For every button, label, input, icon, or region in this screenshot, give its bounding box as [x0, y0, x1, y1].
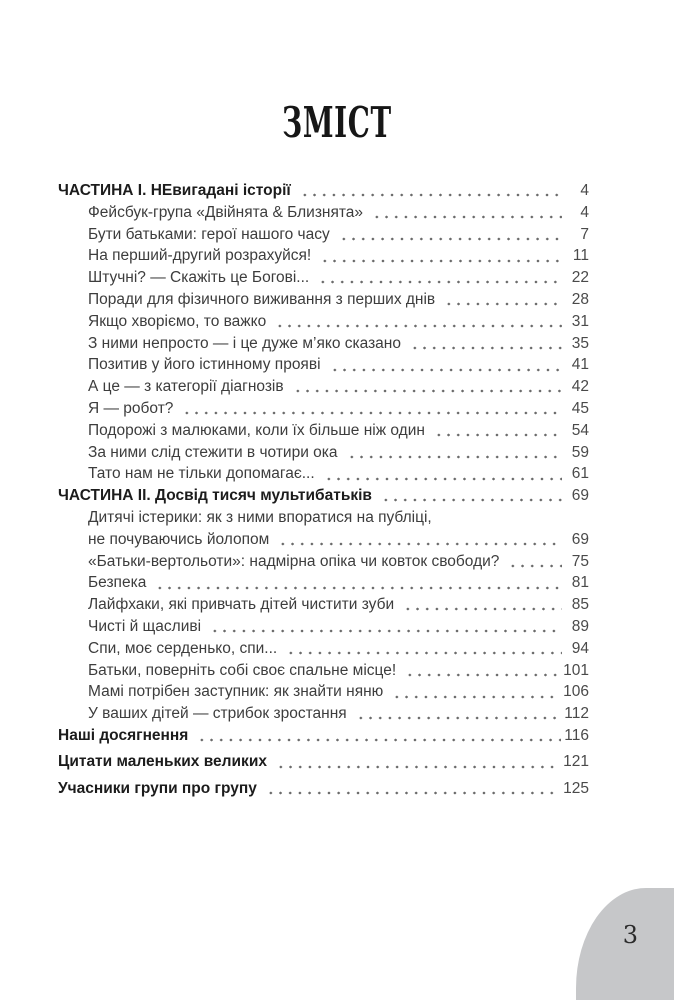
toc-entry-label: Поради для фізичного виживання з перших днів [88, 290, 436, 308]
dot-leader [291, 376, 562, 398]
toc-entry [58, 333, 589, 355]
dot-leader [370, 202, 562, 224]
toc-entry [58, 463, 589, 485]
toc-entry-page: 11 [572, 247, 589, 265]
toc-entry-label: не почуваючись йолопом [88, 530, 270, 548]
toc-entry [58, 245, 589, 267]
dot-leader [328, 354, 562, 376]
toc-entry-page: 75 [571, 552, 589, 570]
dot-leader [439, 507, 586, 529]
dot-leader [379, 485, 562, 507]
dot-leader [274, 751, 560, 773]
toc-entry-label: Лайфхаки, які привчать дітей чистити зуби [88, 596, 395, 614]
toc-entry-page: 116 [564, 726, 589, 744]
toc-entry-label: Безпека [88, 574, 147, 592]
toc-entry-label: На перший-другий розрахуйся! [88, 247, 312, 265]
toc-entry-page: 61 [571, 465, 589, 483]
toc-entry-label: «Батьки-вертольоти»: надмірна опіка чи ковток свободи? [88, 552, 500, 570]
dot-leader [408, 333, 562, 355]
toc-entry-page: 94 [571, 639, 589, 657]
toc-entry-page: 7 [580, 225, 589, 243]
toc-entry-page: 69 [571, 530, 589, 548]
dot-leader [264, 778, 560, 800]
toc-entry-page: 112 [564, 705, 589, 723]
toc-entry-label: Учасники групи про групу [58, 779, 257, 797]
toc-entry [58, 703, 589, 725]
toc-entry [58, 180, 589, 202]
page-title: ЗМІСТ [282, 98, 392, 147]
toc-entry [58, 267, 589, 289]
toc-entry-label: Подорожі з малюками, коли їх більше ніж один [88, 421, 425, 439]
toc-entry [58, 507, 589, 529]
toc-entry-label: Якщо хворіємо, то важко [88, 312, 267, 330]
toc-entry [58, 289, 589, 311]
toc-entry-page: 31 [571, 312, 589, 330]
toc-entry-page: 69 [571, 487, 589, 505]
toc-entry-page: 45 [571, 399, 589, 417]
toc-entry-page: 35 [571, 334, 589, 352]
toc-entry-page: 4 [580, 203, 589, 221]
toc-entry [58, 376, 589, 398]
toc-entry-page: 125 [563, 779, 589, 797]
folio-page-number: 3 [622, 921, 638, 949]
dot-leader [354, 703, 562, 725]
dot-leader [208, 616, 562, 638]
toc-entry-label: ЧАСТИНА ІІ. Досвід тисяч мультибатьків [58, 487, 372, 505]
toc-entry-page: 41 [571, 356, 589, 374]
toc-entry-label: Наші досягнення [58, 726, 189, 744]
toc-entry [58, 616, 589, 638]
toc-entry-label: Мамі потрібен заступник: як знайти няню [88, 683, 384, 701]
toc-entry-label: Дитячі істерики: як з ними впоратися на публіці, [88, 508, 432, 526]
toc-entry-label: Позитив у його істинному прояві [88, 356, 321, 374]
dot-leader [322, 463, 562, 485]
toc-entry [58, 529, 589, 551]
dot-leader [390, 681, 560, 703]
toc-entry-page: 85 [571, 596, 589, 614]
toc-entry [58, 778, 589, 800]
toc-entry-label: Цитати маленьких великих [58, 753, 267, 771]
dot-leader [298, 180, 562, 202]
toc-entry [58, 660, 589, 682]
toc-entry-label: Фейсбук-група «Двійнята & Близнята» [88, 203, 364, 221]
toc-entry [58, 224, 589, 246]
toc-entry [58, 442, 589, 464]
toc-entry-label: Штучні? — Скажіть це Богові... [88, 269, 310, 287]
dot-leader [318, 245, 562, 267]
toc-entry-label: У ваших дітей — стрибок зростання [88, 705, 347, 723]
toc-entry-label: За ними слід стежити в чотири ока [88, 443, 338, 461]
toc-entry-page: 22 [571, 269, 589, 287]
toc-entry [58, 354, 589, 376]
toc-entry [58, 551, 589, 573]
toc-entry [58, 202, 589, 224]
toc-entry [58, 485, 589, 507]
dot-leader [442, 289, 562, 311]
table-of-contents [58, 180, 589, 799]
toc-entry [58, 398, 589, 420]
toc-entry-page: 89 [571, 617, 589, 635]
toc-entry-page: 59 [571, 443, 589, 461]
toc-entry-page: 4 [580, 182, 589, 199]
toc-entry [58, 311, 589, 333]
dot-leader [337, 224, 562, 246]
dot-leader [401, 594, 562, 616]
toc-entry-page: 101 [563, 661, 589, 679]
toc-entry-page: 81 [571, 574, 589, 592]
toc-entry-label: Бути батьками: герої нашого часу [88, 225, 330, 243]
dot-leader [432, 420, 562, 442]
dot-leader [345, 442, 562, 464]
toc-entry [58, 594, 589, 616]
toc-entry-page: 28 [571, 290, 589, 308]
toc-entry-label: Тато нам не тільки допомагає... [88, 465, 315, 483]
toc-entry-label: ЧАСТИНА І. НЕвигадані історії [58, 182, 291, 199]
toc-entry-page: 42 [571, 378, 589, 396]
dot-leader [153, 572, 562, 594]
toc-entry-page: 54 [571, 421, 589, 439]
toc-entry [58, 572, 589, 594]
toc-entry-label: Чисті й щасливі [88, 617, 202, 635]
dot-leader [506, 551, 562, 573]
toc-entry [58, 420, 589, 442]
dot-leader [276, 529, 562, 551]
toc-entry-label: Спи, моє серденько, спи... [88, 639, 278, 657]
toc-entry-label: З ними непросто — і це дуже м’яко сказано [88, 334, 401, 352]
toc-entry [58, 681, 589, 703]
toc-entry-page: 121 [563, 753, 589, 771]
dot-leader [195, 725, 561, 747]
dot-leader [403, 660, 560, 682]
dot-leader [316, 267, 562, 289]
toc-entry-page: 106 [563, 683, 589, 701]
toc-entry-label: Батьки, поверніть собі своє спальне місце! [88, 661, 397, 679]
dot-leader [284, 638, 562, 660]
toc-entry [58, 725, 589, 747]
dot-leader [273, 311, 562, 333]
toc-entry [58, 751, 589, 773]
toc-entry-label: Я — робот? [88, 399, 174, 417]
dot-leader [180, 398, 562, 420]
toc-entry-label: А це — з категорії діагнозів [88, 378, 284, 396]
toc-entry [58, 638, 589, 660]
